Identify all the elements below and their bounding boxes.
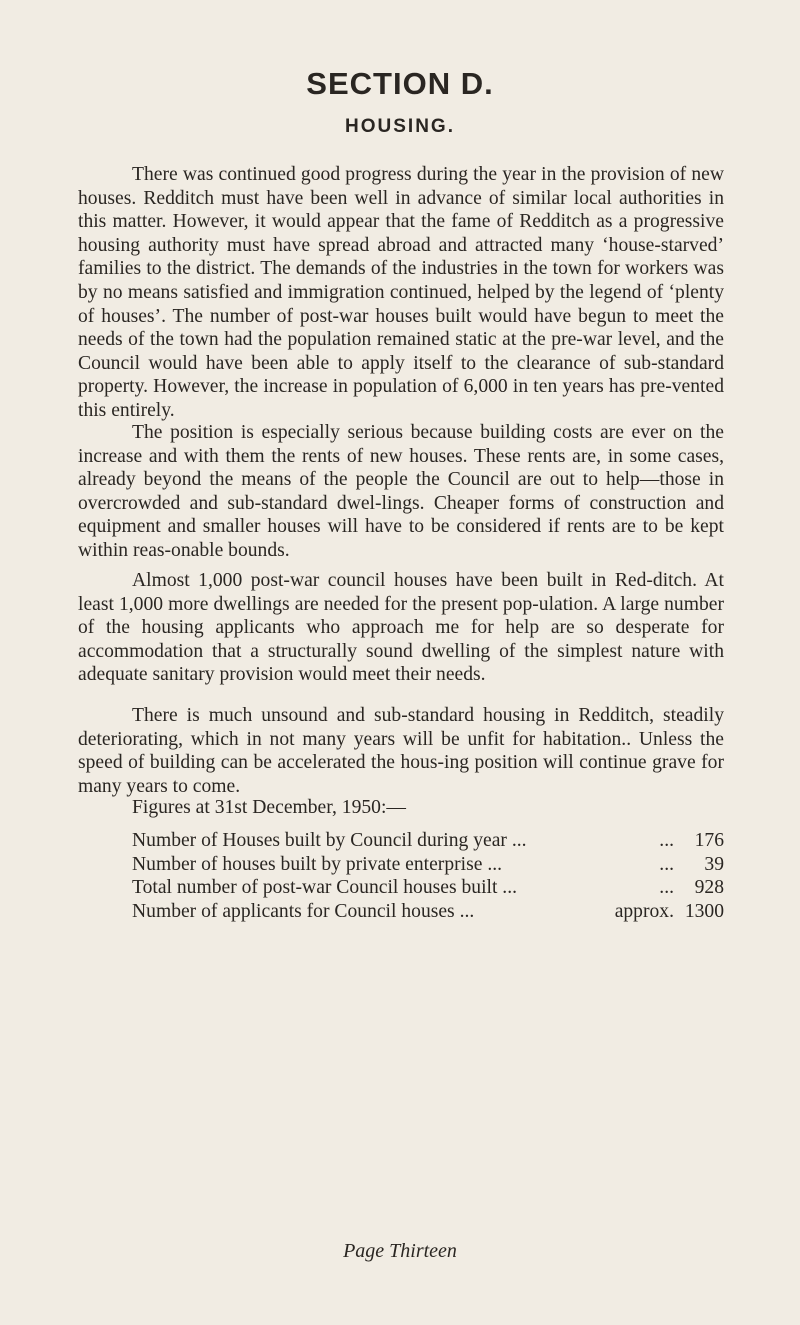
- paragraph-3: [78, 569, 724, 687]
- row-label: Number of houses built by private enterprise ...: [132, 853, 503, 875]
- row-value: 928: [694, 877, 724, 899]
- row-leader: ...: [659, 853, 674, 875]
- row-value: 39: [704, 853, 724, 875]
- paragraph-text: There is much unsound and sub-standard housing in Redditch, steadily deteriorating, which in not many years will be unfit for habitation.. Unless the speed of building can be accelerated the hous-ing position will continue grave for many years to come.: [78, 705, 724, 797]
- row-value: 176: [694, 830, 724, 851]
- section-subtitle: HOUSING.: [345, 116, 455, 137]
- paragraph-2: [78, 421, 724, 563]
- paragraph-text: There was continued good progress during the year in the provision of new houses. Redditch must have been well in advance of similar local authorities in this matter. However, it would appear that the fame of Redditch as a progressive housing authority must have spread abroad and attracted many ‘house-starved’ families to the district. The demands of the industries in the town for workers was by no means satisfied and immigration continued, helped by the legend of ‘plenty of houses’. The number of post-war houses built would have begun to meet the needs of the town had the population remained static at the pre-war level, and the Council would have been able to apply itself to the clearance of sub-standard property. However, the increase in population of 6,000 in ten years has pre-vented this entirely.: [78, 164, 724, 421]
- row-leader: approx.: [614, 900, 674, 922]
- row-value: 1300: [684, 900, 724, 922]
- row-leader: ...: [659, 830, 674, 851]
- figures-table: [132, 829, 724, 923]
- row-leader: ...: [659, 877, 674, 899]
- table-row: [132, 900, 724, 924]
- table-row: [132, 829, 724, 853]
- paragraph-text: Almost 1,000 post-war council houses have been built in Red-ditch. At least 1,000 more dwellings are needed for the present pop-ulation. A large number of the housing applicants who approach me for help are so desperate for accommodation that a structurally sound dwelling of the simplest nature with adequate sanitary provision would meet their needs.: [78, 570, 724, 686]
- section-title: SECTION D.: [306, 66, 494, 101]
- paragraph-text: The position is especially serious because building costs are ever on the increase and with them the rents of new houses. These rents are, in some cases, already beyond the means of the people the Council are out to help—those in overcrowded and sub-standard dwel-lings. Cheaper forms of construction and equipment and smaller houses will have to be considered if rents are to be kept within reas-onable bounds.: [78, 422, 724, 561]
- table-row: [132, 853, 724, 877]
- page-number: Page Thirteen: [343, 1240, 457, 1262]
- row-label: Number of Houses built by Council during year ...: [132, 830, 527, 851]
- paragraph-4: [78, 704, 724, 798]
- figures-heading: Figures at 31st December, 1950:—: [132, 797, 407, 818]
- row-label: Total number of post-war Council houses built ...: [132, 877, 518, 899]
- table-row: [132, 876, 724, 900]
- paragraph-1: [78, 163, 724, 423]
- row-label: Number of applicants for Council houses ...: [132, 900, 475, 922]
